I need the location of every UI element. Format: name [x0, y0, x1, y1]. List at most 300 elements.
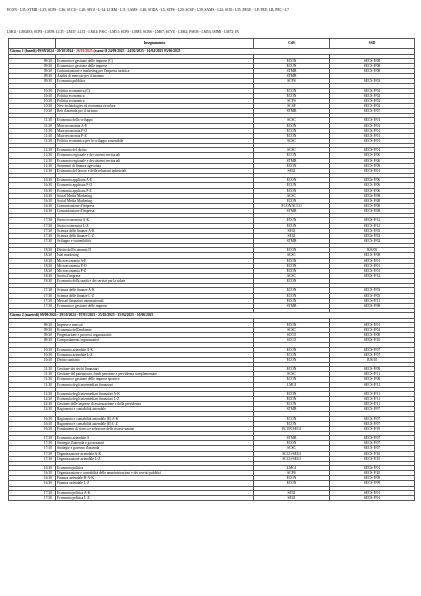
cds-cell: SCCO	[254, 338, 330, 343]
ssd-cell: IUS/10	[330, 357, 415, 362]
time-cell: 16:30	[9, 188, 56, 193]
time-cell: 16:30	[9, 416, 56, 421]
time-cell: 16:30	[9, 193, 56, 198]
ssd-cell: SECS-P/07	[330, 352, 415, 357]
cds-cell: SCCO/SEGI	[254, 456, 330, 461]
course-name-cell: Economia del lavoro e delle relazioni industriali	[56, 168, 254, 173]
course-name-cell: Storia d'impresa	[56, 274, 254, 279]
cds-cell: STMB	[254, 69, 330, 74]
ssd-cell: SECS-P/02	[330, 239, 415, 244]
course-name-cell: Economia politica	[56, 466, 254, 471]
time-cell: 16:30	[9, 178, 56, 183]
ssd-cell: SECS-P/02	[330, 93, 415, 98]
cds-cell: SEGI	[254, 495, 330, 500]
ssd-cell: SECS-P/03	[330, 79, 415, 84]
time-cell: 17:30	[9, 293, 56, 298]
time-cell: 17:30	[9, 441, 56, 446]
course-name-cell: Economia e gestione delle imprese	[56, 63, 254, 68]
course-codes-header: ECON - L35; STMB - L35; SCPS - L36; SCCO - L20; SEGI - L-14; LCEM - L11; LAMS - L40; SODA - L5; STPS - L20; SCSF - L39; SAMS - L22; SCB - L35; PEGE - LP; PEE; LB; PEC - L7	[7, 8, 289, 12]
ssd-cell: SECS-P/01	[330, 258, 415, 263]
time-cell: 17:30	[9, 239, 56, 244]
time-cell: 09:30	[9, 69, 56, 74]
cds-cell: ECON	[254, 347, 330, 352]
course-name-cell: Mercati finanziari internazionali	[56, 298, 254, 303]
course-name-cell: Macroeconomia P-Z	[56, 133, 254, 138]
header-cds: CdS	[254, 39, 330, 49]
course-name-cell: Strategie d'azienda e governance	[56, 441, 254, 446]
time-cell: 11:30	[9, 133, 56, 138]
course-name-cell: Scienza delle finanze L-Z	[56, 233, 254, 238]
cds-cell: ECON	[254, 163, 330, 168]
ssd-cell: SECS-P/10	[330, 456, 415, 461]
course-name-cell: Economia applicata P-Z	[56, 188, 254, 193]
cds-cell: ECON	[254, 441, 330, 446]
ssd-cell: SECS-P/07	[330, 441, 415, 446]
ssd-cell: SECS-P/06	[330, 183, 415, 188]
time-cell: 09:30	[9, 63, 56, 68]
cds-cell: ECON	[254, 128, 330, 133]
section-text-tail: (esami II 24/09/2025 - 24/02/2025 - 14/04/2025 03/06/2025	[92, 49, 181, 53]
cds-cell: SCCO	[254, 333, 330, 338]
cds-cell: SCSC	[254, 253, 330, 258]
time-cell: 11:30	[9, 372, 56, 377]
time-cell: 17:30	[9, 451, 56, 456]
cds-cell: SCSC	[254, 446, 330, 451]
ssd-cell: SECS-P/06	[330, 153, 415, 158]
cds-cell: ECON	[254, 357, 330, 362]
time-cell: 18:30	[9, 253, 56, 258]
cds-cell: ECON	[254, 153, 330, 158]
course-name-cell: Economia regionale e dei sistemi territoriali	[56, 158, 254, 163]
ssd-cell: SECS-P/01	[330, 128, 415, 133]
time-cell: 17:30	[9, 298, 56, 303]
time-cell: 16:30	[9, 421, 56, 426]
course-name-cell: Storia economica L-Z	[56, 223, 254, 228]
cds-cell: SCSC	[254, 372, 330, 377]
cds-cell: STMB	[254, 436, 330, 441]
ssd-cell: SECS-P/09	[330, 367, 415, 372]
time-cell: 12:30	[9, 397, 56, 402]
ssd-cell: SECS-P/12	[330, 274, 415, 279]
time-cell: 12:30	[9, 158, 56, 163]
cds-cell: ECON	[254, 377, 330, 382]
cds-cell: ECON/SCCO	[254, 203, 330, 208]
cds-cell: ECON	[254, 123, 330, 128]
ssd-cell: SECS-P/02	[330, 104, 415, 109]
time-cell: 12:30	[9, 163, 56, 168]
time-cell: 09:30	[9, 328, 56, 333]
ssd-cell: SECS-P/12	[330, 218, 415, 223]
ssd-cell: SECS-P/11	[330, 372, 415, 377]
time-cell: 17:30	[9, 228, 56, 233]
ssd-cell: SECS-P/03	[330, 233, 415, 238]
course-name-cell: Economia aziendale L-Z	[56, 352, 254, 357]
cds-cell: ECON	[254, 402, 330, 407]
time-cell: 11:30	[9, 123, 56, 128]
cds-cell: SCSC	[254, 328, 330, 333]
course-name-cell: Ragioneria e contabilità aziendale	[56, 407, 254, 412]
time-cell: 11:30	[9, 128, 56, 133]
course-name-cell: Macroeconomia F-O	[56, 128, 254, 133]
cds-cell: ECON	[254, 367, 330, 372]
ssd-cell: SECS-P/10	[330, 471, 415, 476]
cds-cell: STMB	[254, 109, 330, 114]
ssd-cell: SECS-P/01	[330, 495, 415, 500]
ssd-cell: SECS-P/07	[330, 416, 415, 421]
ssd-cell: SECS-P/11	[330, 397, 415, 402]
time-cell: 17:30	[9, 303, 56, 308]
ssd-cell: SECS-P/08	[330, 58, 415, 63]
time-cell: 17:30	[9, 218, 56, 223]
cds-cell: SCSC	[254, 139, 330, 144]
time-cell: 16:30	[9, 481, 56, 486]
course-name-cell: Economia e gestione delle imprese (C)	[56, 58, 254, 63]
cds-cell: SCSC	[254, 274, 330, 279]
time-cell: 17:30	[9, 456, 56, 461]
time-cell: 09:30	[9, 58, 56, 63]
time-cell: 17:30	[9, 495, 56, 500]
time-cell: 11:30	[9, 139, 56, 144]
header-course: Insegnamento	[56, 39, 254, 49]
time-cell: 12:30	[9, 168, 56, 173]
ssd-cell: SECS-P/08	[330, 203, 415, 208]
time-cell: 10:30	[9, 98, 56, 103]
course-name-cell: Organizzazione aziendale A-K	[56, 451, 254, 456]
cds-cell: ECON	[254, 63, 330, 68]
course-name-cell: Economia politica A-K	[56, 490, 254, 495]
ssd-cell: SECS-P/10	[330, 426, 415, 431]
section-highlight-date: 26/01/2025	[76, 49, 93, 53]
course-name-cell: Finanza aziendale H-A-K	[56, 476, 254, 481]
cds-cell: SCSC	[254, 193, 330, 198]
course-name-cell: Politica economica per lo sviluppo sostenibile	[56, 139, 254, 144]
time-cell: 16:30	[9, 466, 56, 471]
course-name-cell: Ragioneria e contabilità aziendale (E) L-Z	[56, 421, 254, 426]
course-name-cell: Diritto dell'economia D	[56, 248, 254, 253]
course-name-cell: Comunicazione e marketing per l'impresa turistica	[56, 69, 254, 74]
cds-cell: ECON	[254, 58, 330, 63]
cds-cell: LMGI	[254, 382, 330, 387]
ssd-cell: SECS-P/08	[330, 333, 415, 338]
time-cell: 18:30	[9, 263, 56, 268]
table-body	[9, 49, 415, 501]
ssd-cell: SECS-P/08	[330, 198, 415, 203]
course-name-cell: Economia aziendale A	[56, 436, 254, 441]
course-name-cell: Economia pubblica	[56, 79, 254, 84]
time-cell: 17:30	[9, 490, 56, 495]
ssd-cell: SECS-P/11	[330, 382, 415, 387]
course-name-cell: Macroeconomia A-E	[56, 123, 254, 128]
cds-cell: SCPS	[254, 79, 330, 84]
ssd-cell: SECS-P/06	[330, 178, 415, 183]
ssd-cell: SECS-P/08	[330, 193, 415, 198]
ssd-cell: SECS-P/02	[330, 88, 415, 93]
course-name-cell: Social Media Marketing	[56, 198, 254, 203]
cds-cell: ECON	[254, 322, 330, 327]
course-name-cell: Organizzazione e contabilità delle amministrazioni e dei servizi pubblici	[56, 471, 254, 476]
time-cell: 10:30	[9, 109, 56, 114]
cds-cell: ECON	[254, 133, 330, 138]
cds-cell: SEGI	[254, 168, 330, 173]
ssd-cell: SECS-P/09	[330, 163, 415, 168]
cds-cell: ECON	[254, 258, 330, 263]
course-name-cell: Social Media Marketing	[56, 193, 254, 198]
course-name-cell: Progettazione e processi organizzativi	[56, 333, 254, 338]
course-name-cell: Diritto sanitario	[56, 357, 254, 362]
cds-cell: ECON	[254, 352, 330, 357]
header-ssd: SSD	[330, 39, 415, 49]
ssd-cell: SECS-P/03	[330, 228, 415, 233]
course-name-cell: Microeconomia A-E	[56, 258, 254, 263]
table-row	[9, 495, 415, 500]
ssd-cell: SECS-P/11	[330, 391, 415, 396]
course-name-cell: Economia degli intermediari finanziari	[56, 382, 254, 387]
cds-cell: STMB	[254, 239, 330, 244]
time-cell: 09:30	[9, 74, 56, 79]
ssd-cell: SECS-P/01	[330, 168, 415, 173]
ssd-cell: SECS-P/02	[330, 98, 415, 103]
ssd-cell: SECS-P/11	[330, 402, 415, 407]
time-cell: 09:30	[9, 338, 56, 343]
time-cell: 10:30	[9, 347, 56, 352]
course-name-cell: Sviluppo e sostenibilità	[56, 239, 254, 244]
cds-cell: SCSC	[254, 148, 330, 153]
ssd-cell: SECS-P/07	[330, 347, 415, 352]
ssd-cell: SECS-P/07	[330, 421, 415, 426]
time-cell: 12:30	[9, 402, 56, 407]
time-cell: 11:30	[9, 118, 56, 123]
course-name-cell: Economia regionale e dei sistemi territoriali	[56, 153, 254, 158]
time-cell: 16:30	[9, 426, 56, 431]
course-name-cell: Reti d'azienda per il turismo	[56, 109, 254, 114]
cds-cell: ECON	[254, 416, 330, 421]
time-cell: 12:30	[9, 148, 56, 153]
course-name-cell: Scienza delle finanze A-K	[56, 288, 254, 293]
course-name-cell: Economia e gestione delle imprese	[56, 303, 254, 308]
ssd-cell: SECS-P/01	[330, 148, 415, 153]
cds-cell: ECON	[254, 481, 330, 486]
ssd-cell: SECS-P/02	[330, 328, 415, 333]
course-name-cell: Politica economica	[56, 98, 254, 103]
time-cell: 18:30	[9, 279, 56, 284]
cds-cell: ECON	[254, 93, 330, 98]
course-name-cell: Strategie e governo d'azienda	[56, 446, 254, 451]
course-name-cell: Economia aziendale A-K	[56, 347, 254, 352]
time-cell: 18:30	[9, 268, 56, 273]
cds-cell: STMB	[254, 158, 330, 163]
time-cell: 17:30	[9, 223, 56, 228]
course-name-cell: Economia degli intermediari finanziari A-K	[56, 391, 254, 396]
time-cell: 11:30	[9, 367, 56, 372]
ssd-cell: SECS-P/10	[330, 338, 415, 343]
time-cell: 12:30	[9, 153, 56, 158]
ssd-cell: SECS-P/06	[330, 158, 415, 163]
course-name-cell: Comunicazione d'impresa	[56, 209, 254, 214]
course-name-cell: Istat marketing	[56, 253, 254, 258]
cds-cell: ECON	[254, 476, 330, 481]
ssd-cell: SECS-P/07	[330, 446, 415, 451]
cds-cell: ECON	[254, 178, 330, 183]
ssd-cell: SECS-P/08	[330, 209, 415, 214]
cds-cell: SEGI	[254, 233, 330, 238]
course-name-cell: Finanza aziendale L-Z	[56, 481, 254, 486]
cds-cell: STMB	[254, 74, 330, 79]
course-name-cell: New technologies ed economia circolare	[56, 104, 254, 109]
course-name-cell: Analisi di mercato per il turismo	[56, 74, 254, 79]
section-text: Giorno 1 (lunedì) 09/09/2024 - 20/10/2024 -	[10, 49, 77, 53]
course-name-cell: Economia dell'ambiente	[56, 328, 254, 333]
course-name-cell: Organizzazione aziendale L-Z	[56, 456, 254, 461]
cds-cell: ECON	[254, 421, 330, 426]
course-name-cell: Scienza delle finanze L-Z	[56, 293, 254, 298]
time-cell: 11:30	[9, 377, 56, 382]
course-name-cell: Microeconomia P-Z	[56, 268, 254, 273]
ssd-cell: SECS-P/09	[330, 476, 415, 481]
cds-cell: STMB	[254, 303, 330, 308]
time-cell: 10:30	[9, 357, 56, 362]
ssd-cell: SECS-P/08	[330, 377, 415, 382]
ssd-cell: SECS-P/03	[330, 288, 415, 293]
cds-cell: ECON	[254, 268, 330, 273]
course-name-cell: Economia degli intermediari finanziari L-Z	[56, 397, 254, 402]
course-name-cell: Gestione delle imprese di assicurazione e della previdenza	[56, 402, 254, 407]
course-name-cell: Fondamenti di ricerca e selezione delle risorse umane	[56, 426, 254, 431]
ssd-cell: SECS-P/11	[330, 298, 415, 303]
cds-cell: ECON	[254, 293, 330, 298]
time-cell: 18:30	[9, 248, 56, 253]
cds-cell: STMB	[254, 209, 330, 214]
ssd-cell: SECS-P/07	[330, 407, 415, 412]
time-cell: 17:30	[9, 288, 56, 293]
time-cell: 17:30	[9, 233, 56, 238]
cds-cell: ECON	[254, 391, 330, 396]
cds-cell: ECON	[254, 198, 330, 203]
time-cell: 17:30	[9, 446, 56, 451]
ssd-cell: SECS-P/01	[330, 133, 415, 138]
cds-cell: SCPS	[254, 98, 330, 103]
ssd-cell: SECS-P/03	[330, 293, 415, 298]
cds-cell: STMB	[254, 407, 330, 412]
cds-cell: ECON	[254, 298, 330, 303]
time-cell: 16:30	[9, 471, 56, 476]
time-cell: 10:30	[9, 352, 56, 357]
cds-cell: ECON/SEGI	[254, 426, 330, 431]
ssd-cell: SECS-P/01	[330, 322, 415, 327]
course-name-cell: Economia della sanità e dei servizi per la salute	[56, 279, 254, 284]
time-cell: 12:30	[9, 407, 56, 412]
ssd-cell: SECS-P/10	[330, 451, 415, 456]
ssd-cell: SECS-P/01	[330, 123, 415, 128]
cds-cell: ECON	[254, 218, 330, 223]
section-text: Giorno 2 (martedì) 09/09/2024 - 29/10/2024 - 07/01/2025 - 25/02/2025 - 15/04/2025 - 10/06/2025	[10, 313, 154, 318]
cds-cell: SCSF	[254, 104, 330, 109]
ssd-cell: SECS-P/07	[330, 436, 415, 441]
course-name-cell: Gestione del patrimonio, fondi pensione e previdenza complementare	[56, 372, 254, 377]
time-cell: 09:30	[9, 333, 56, 338]
cds-cell: SCPS	[254, 471, 330, 476]
course-name-cell: Imprese e mercati	[56, 322, 254, 327]
time-cell: 16:30	[9, 183, 56, 188]
course-name-cell: Scienza delle finanze A-K	[56, 228, 254, 233]
time-cell: 18:30	[9, 274, 56, 279]
time-cell: 12:30	[9, 391, 56, 396]
ssd-cell: SECS-P/01	[330, 490, 415, 495]
course-name-cell: Economia dello sviluppo	[56, 118, 254, 123]
course-name-cell: Storia economica A-K	[56, 218, 254, 223]
cds-cell: LMGI	[254, 466, 330, 471]
time-cell: 18:30	[9, 258, 56, 263]
course-name-cell: Politica economica	[56, 93, 254, 98]
ssd-cell: SECS-P/01	[330, 139, 415, 144]
cds-cell: SCSC	[254, 118, 330, 123]
cds-cell: ECON	[254, 188, 330, 193]
time-cell: 09:30	[9, 322, 56, 327]
ssd-cell: SECS-P/06	[330, 188, 415, 193]
master-codes-header: LMGI - LMGEO; SCPS - LM59; LLTI - LM37; LLCI - LM14; PSIC - LM51; SCPS - LM85; SCBS - LM67; SCVU - LM62; PSEM - LM53; ISIMI - LM72; IN	[7, 30, 239, 34]
course-name-cell: Economia applicata A-E	[56, 178, 254, 183]
cds-cell: SEGI	[254, 228, 330, 233]
course-name-cell: Gestione dei rischi finanziari	[56, 367, 254, 372]
course-name-cell: Economia politica L-Z	[56, 495, 254, 500]
time-cell: 10:30	[9, 88, 56, 93]
ssd-cell: SECS-P/08	[330, 63, 415, 68]
ssd-cell: SECS-P/12	[330, 223, 415, 228]
time-cell: 17:30	[9, 436, 56, 441]
cds-cell: SEGI	[254, 490, 330, 495]
ssd-cell: SECS-P/08	[330, 253, 415, 258]
ssd-cell: SECS-P/01	[330, 263, 415, 268]
time-cell: 16:30	[9, 198, 56, 203]
ssd-cell: SECS-P/01	[330, 268, 415, 273]
ssd-cell: SECS-P/01	[330, 466, 415, 471]
course-name-cell: Politica economica (C)	[56, 88, 254, 93]
ssd-cell: SECS-P/01	[330, 118, 415, 123]
cds-cell: ECON	[254, 88, 330, 93]
course-name-cell: Economia e gestione delle imprese sportive	[56, 377, 254, 382]
cds-cell: SCCO/SEGI	[254, 451, 330, 456]
time-cell: 16:30	[9, 203, 56, 208]
header-time	[9, 39, 56, 49]
course-name-cell: Ragioneria e contabilità aziendale (E) A-K	[56, 416, 254, 421]
ssd-cell: SECS-P/08	[330, 303, 415, 308]
course-name-cell: Strumenti di finanza agevolata	[56, 163, 254, 168]
time-cell: 10:30	[9, 93, 56, 98]
course-name-cell: Economia del diritto	[56, 148, 254, 153]
ssd-cell: IUS/05	[330, 248, 415, 253]
cds-cell: ECON	[254, 263, 330, 268]
cds-cell: ECON	[254, 223, 330, 228]
table-header-row	[9, 39, 415, 49]
ssd-cell: SECS-P/09	[330, 481, 415, 486]
course-name-cell: Microeconomia F-O	[56, 263, 254, 268]
course-name-cell: Comunicazione d'impresa	[56, 203, 254, 208]
cds-cell: ECON	[254, 397, 330, 402]
cds-cell: ECON	[254, 248, 330, 253]
ssd-cell: SECS-P/07	[330, 109, 415, 114]
exam-schedule-table	[8, 38, 415, 501]
time-cell: 10:30	[9, 104, 56, 109]
cds-cell: ECON	[254, 279, 330, 284]
time-cell: 09:30	[9, 79, 56, 84]
time-cell: 16:30	[9, 209, 56, 214]
cds-cell: ECON	[254, 288, 330, 293]
cds-cell: ECON	[254, 183, 330, 188]
course-name-cell: Economia applicata F-O	[56, 183, 254, 188]
time-cell: 16:30	[9, 476, 56, 481]
ssd-cell: SECS-P/08	[330, 69, 415, 74]
time-cell: 11:30	[9, 382, 56, 387]
course-name-cell: Comportamenti organizzativi	[56, 338, 254, 343]
